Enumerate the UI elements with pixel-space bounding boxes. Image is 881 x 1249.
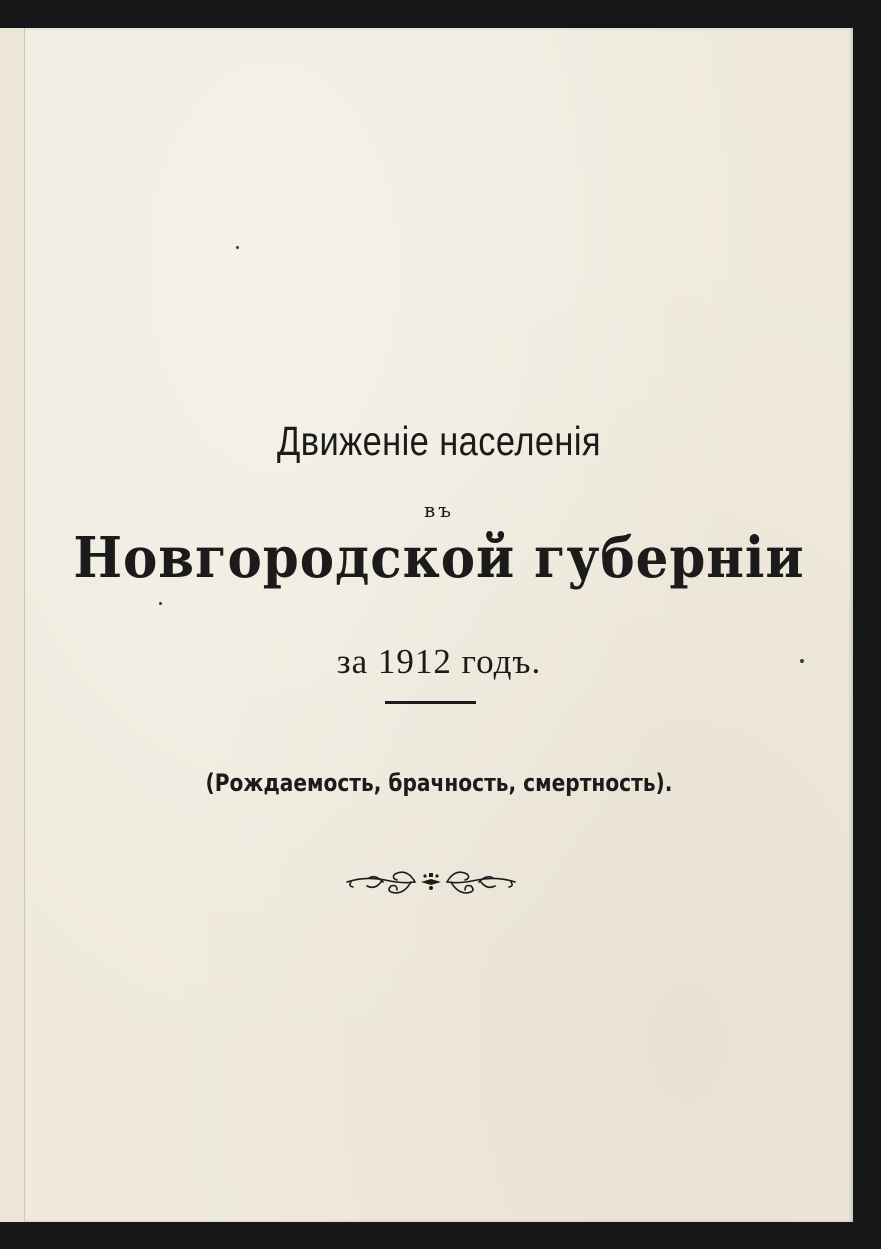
title-line-4: за 1912 годъ. xyxy=(336,642,542,681)
book-page xyxy=(25,28,853,1222)
adjacent-page-edge xyxy=(0,28,25,1222)
paper-speck xyxy=(159,602,162,605)
title-divider xyxy=(385,701,476,704)
title-line-2: въ xyxy=(424,498,454,522)
title-line-1: Движеніе населенія xyxy=(277,418,601,464)
paper-speck xyxy=(800,659,804,663)
paper-speck xyxy=(236,246,239,249)
subtitle: (Рождаемость, брачность, смертность). xyxy=(205,769,673,797)
title-line-3: Новгородской губерніи xyxy=(73,525,805,591)
decorative-scroll-ornament-icon xyxy=(345,864,517,900)
